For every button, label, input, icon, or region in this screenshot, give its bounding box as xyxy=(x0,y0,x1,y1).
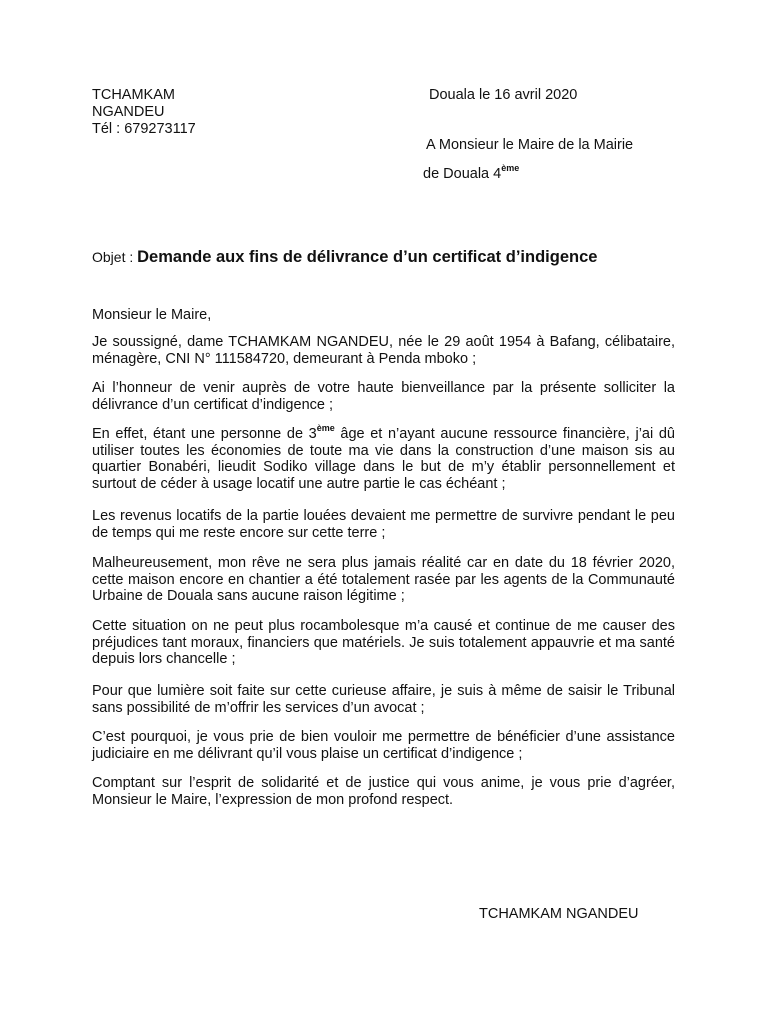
recipient-line2 xyxy=(423,165,519,183)
age-ordinal-sup: ème xyxy=(316,423,335,434)
paragraph-legal-aid: C’est pourquoi, je vous prie de bien vouloir me permettre de bénéficier d’une assistance judiciaire en me délivrant qu’il vous plaise un certificat d’indigence ; xyxy=(92,729,675,762)
paragraph-demolition: Malheureusement, mon rêve ne sera plus jamais réalité car en date du 18 février 2020, cette maison encore en chantier a été totalement rasée par les agents de la Communauté Urbaine de Douala sans aucune raison légitime ; xyxy=(92,555,675,605)
sender-name-line2: NGANDEU xyxy=(92,104,165,120)
paragraph-situation-start: En effet, étant une personne de 3 xyxy=(92,426,317,442)
signature-name: TCHAMKAM NGANDEU xyxy=(479,906,639,922)
paragraph-situation-rest: âge et n’ayant aucune ressource financière, j’ai dû utiliser toutes les économies de toute ma vie dans la construction d’une maison sis au quartier Bonabéri, lieudit Sodiko village dans le but de m’y établir personnellement et surtout de céder à usage locatif une autre partie le cas échéant ; xyxy=(92,426,675,492)
salutation: Monsieur le Maire, xyxy=(92,307,212,323)
paragraph-situation xyxy=(92,423,675,492)
objet-label: Objet : xyxy=(92,249,138,265)
paragraph-rental-income: Les revenus locatifs de la partie louées devaient me permettre de survivre pendant le peu de temps qui me reste encore sur cette terre ; xyxy=(92,508,675,541)
date-line: Douala le 16 avril 2020 xyxy=(429,87,578,103)
paragraph-request: Ai l’honneur de venir auprès de votre haute bienveillance par la présente solliciter la délivrance d’un certificat d’indigence ; xyxy=(92,380,675,413)
recipient-arrondissement-sup: ème xyxy=(501,163,520,174)
paragraph-prejudice: Cette situation on ne peut plus rocambolesque m’a causé et continue de me causer des préjudices tant moraux, financiers que matériels. Je suis totalement appauvrie et ma santé depuis lors chancelle ; xyxy=(92,618,675,668)
paragraph-identity: Je soussigné, dame TCHAMKAM NGANDEU, née le 29 août 1954 à Bafang, célibataire, ménagère, CNI N° 111584720, demeurant à Penda mboko ; xyxy=(92,334,675,367)
sender-phone: Tél : 679273117 xyxy=(92,121,196,137)
recipient-city: de Douala 4 xyxy=(423,166,502,182)
objet-line xyxy=(92,248,597,267)
sender-name-line1: TCHAMKAM xyxy=(92,87,175,103)
paragraph-closing: Comptant sur l’esprit de solidarité et de justice qui vous anime, je vous prie d’agréer, Monsieur le Maire, l’expression de mon profond respect. xyxy=(92,775,675,808)
recipient-line1: A Monsieur le Maire de la Mairie xyxy=(426,137,634,153)
paragraph-tribunal: Pour que lumière soit faite sur cette curieuse affaire, je suis à même de saisir le Tribunal sans possibilité de m’offrir les services d’un avocat ; xyxy=(92,683,675,716)
objet-title: Demande aux fins de délivrance d’un certificat d’indigence xyxy=(137,248,598,266)
